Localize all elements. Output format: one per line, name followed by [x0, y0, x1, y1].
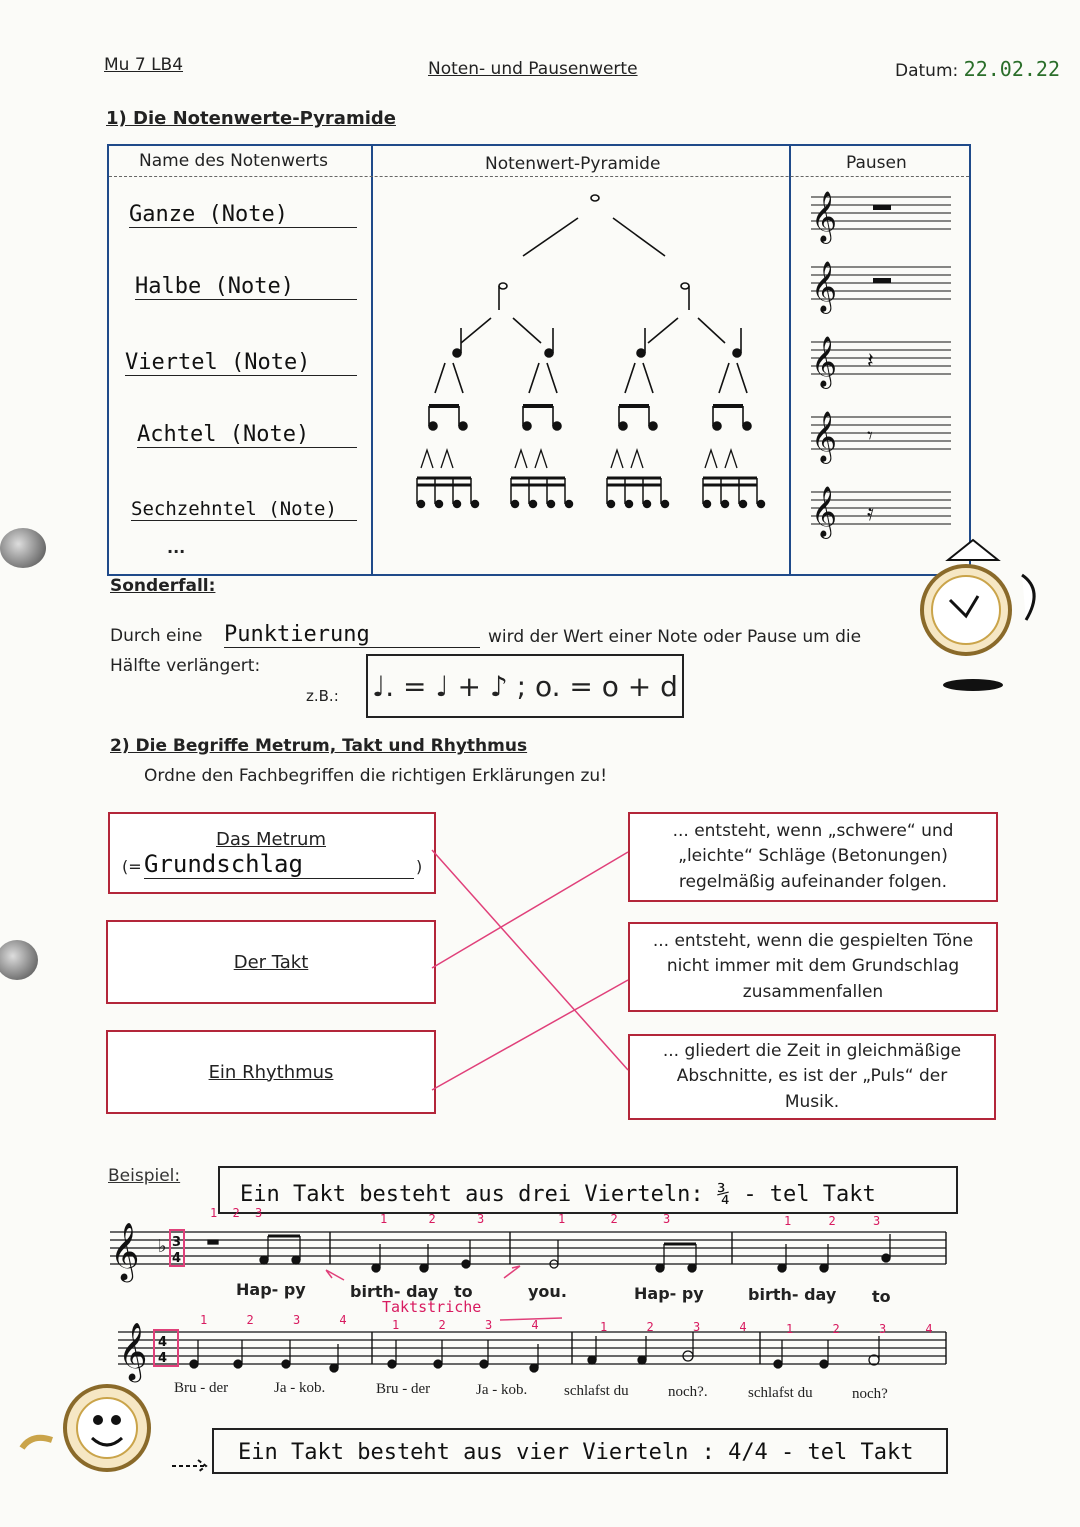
svg-text:𝄞: 𝄞	[811, 411, 838, 462]
name-eighth: Achtel (Note)	[137, 422, 357, 448]
dotting-formula: ♩. = ♩ + ♪ ; o. = o + d	[372, 669, 678, 703]
note-box-4-4	[212, 1428, 948, 1474]
svg-text:𝄞: 𝄞	[811, 191, 838, 242]
taktstrich-annotation: Taktstriche	[382, 1298, 482, 1316]
svg-text:4: 4	[172, 1251, 182, 1266]
name-whole: Ganze (Note)	[129, 202, 357, 228]
svg-text:4: 4	[158, 1335, 168, 1350]
counts-m1: 1 2 3	[210, 1206, 263, 1220]
counts-m7: 1 2 3 4	[600, 1320, 747, 1334]
dotting-sentence-start: Durch eine	[110, 626, 203, 646]
lyric: birth- day	[350, 1282, 439, 1301]
lyric: Bru - der	[376, 1381, 431, 1397]
lyric: Hap- py	[634, 1284, 704, 1303]
example-label: z.B.:	[306, 687, 339, 705]
counts-m5: 1 2 3 4	[200, 1313, 347, 1327]
explanation-2: ... entsteht, wenn die gespielten Töne nicht immer mit dem Grundschlag zusammenfallen	[652, 930, 974, 1002]
counts-m3: 1 2 3	[558, 1212, 671, 1226]
col-header-name: Name des Notenwerts	[139, 151, 328, 171]
lyric: noch?	[852, 1386, 888, 1402]
metrum-answer: Grundschlag	[144, 850, 414, 879]
svg-text:𝄾: 𝄾	[867, 424, 873, 449]
dotting-answer: Punktierung	[224, 622, 480, 648]
section2-instruction: Ordne den Fachbegriffen die richtigen Erklärungen zu!	[144, 766, 608, 786]
svg-text:𝄞: 𝄞	[110, 1222, 140, 1280]
lyric: schlafst du	[564, 1383, 629, 1399]
lyric: Ja - kob.	[476, 1382, 528, 1398]
worksheet-title: Noten- und Pausenwerte	[428, 59, 638, 79]
counts-m6: 1 2 3 4	[392, 1318, 539, 1332]
counts-m8: 1 2 3 4	[786, 1322, 933, 1336]
metrum-paren-close: )	[416, 857, 423, 876]
svg-text:4: 4	[158, 1351, 168, 1366]
clock-mascot-illustration	[12, 1378, 212, 1498]
name-ellipsis: ...	[167, 538, 186, 557]
lyric: to	[454, 1282, 473, 1301]
term-rhythmus: Ein Rhythmus	[208, 1061, 334, 1083]
dotting-sentence-end: wird der Wert einer Note oder Pause um die	[488, 627, 862, 647]
metrum-paren-open: (=	[122, 857, 142, 876]
svg-text:𝄿: 𝄿	[867, 501, 874, 526]
explanation-3: ... gliedert die Zeit in gleichmäßige Abschnitte, es ist der „Puls“ der Musik.	[662, 1040, 962, 1112]
lyric: schlafst du	[748, 1385, 813, 1401]
example-section-label: Beispiel:	[108, 1166, 181, 1186]
lyric: you.	[528, 1282, 567, 1301]
lyric: Hap- py	[236, 1280, 306, 1299]
lyric: to	[872, 1287, 891, 1306]
course-code: Mu 7 LB4	[104, 55, 184, 75]
lyric: Bru - der	[174, 1380, 229, 1396]
section1-title: 1) Die Notenwerte-Pyramide	[106, 108, 396, 129]
term-takt: Der Takt	[233, 951, 309, 973]
svg-text:𝄽: 𝄽	[867, 349, 874, 374]
date-label: Datum:	[895, 61, 959, 81]
svg-text:𝄞: 𝄞	[811, 336, 838, 387]
dotting-sentence-line2: Hälfte verlängert:	[110, 656, 261, 676]
note-3-4-text: Ein Takt besteht aus drei Vierteln: ¾ - tel Takt	[240, 1182, 876, 1207]
svg-text:3: 3	[172, 1235, 182, 1250]
term-metrum: Das Metrum	[216, 829, 326, 850]
svg-text:𝄞: 𝄞	[811, 486, 838, 537]
col-header-rests: Pausen	[846, 153, 907, 173]
section2-title: 2) Die Begriffe Metrum, Takt und Rhythmus	[110, 736, 528, 756]
name-sixteenth: Sechzehntel (Note)	[131, 498, 357, 521]
lyric: Ja - kob.	[274, 1380, 326, 1396]
counts-m4: 1 2 3	[784, 1214, 881, 1228]
name-half: Halbe (Note)	[135, 274, 357, 300]
sonderfall-label: Sonderfall:	[110, 576, 216, 596]
lyric: noch?.	[668, 1384, 708, 1400]
svg-text:𝄞: 𝄞	[811, 261, 838, 312]
svg-text:𝄞: 𝄞	[118, 1322, 148, 1380]
svg-text:♭: ♭	[158, 1236, 167, 1257]
counts-m2: 1 2 3	[380, 1212, 485, 1226]
name-quarter: Viertel (Note)	[125, 350, 357, 376]
lyric: birth- day	[748, 1285, 837, 1304]
date-value: 22.02.22	[963, 57, 1060, 81]
col-header-pyramid: Notenwert-Pyramide	[485, 154, 661, 174]
note-4-4-text: Ein Takt besteht aus vier Vierteln : 4/4 - tel Takt	[238, 1440, 914, 1465]
explanation-1: ... entsteht, wenn „schwere“ und „leichte“ Schläge (Betonungen) regelmäßig aufeinander folgen.	[672, 820, 954, 892]
